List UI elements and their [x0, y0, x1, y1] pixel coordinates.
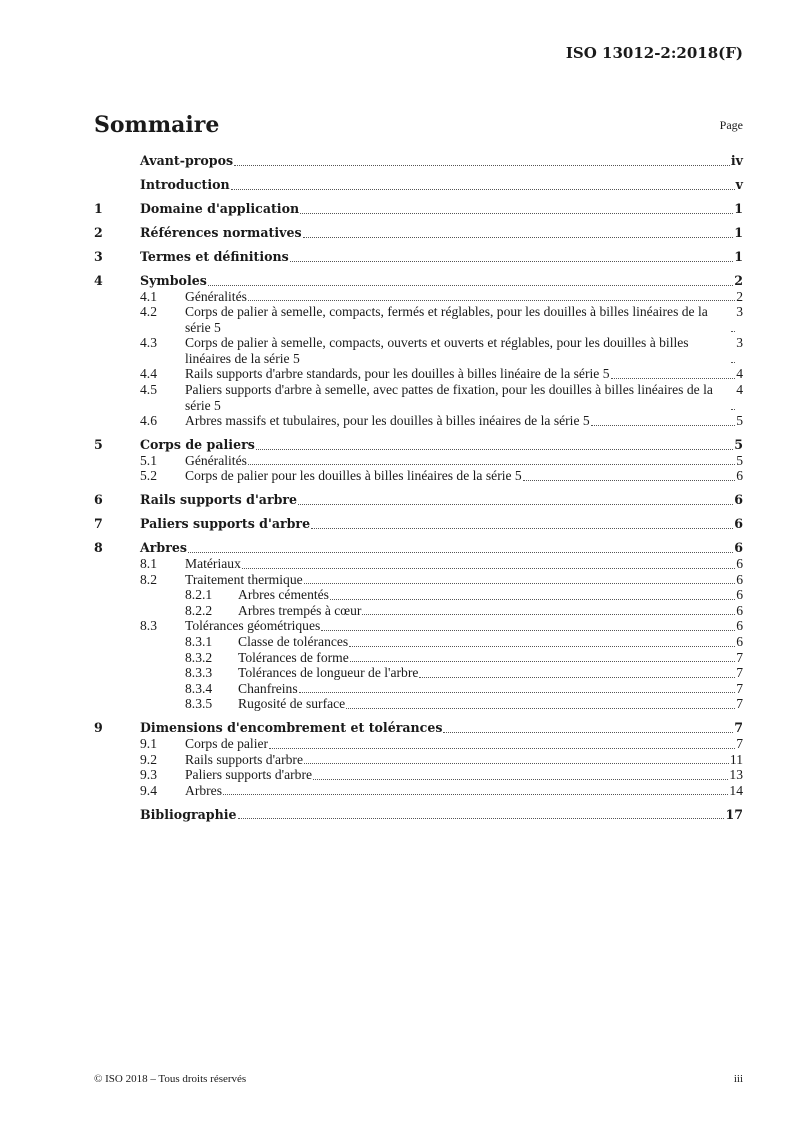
toc-entry-title: Dimensions d'encombrement et tolérances — [140, 720, 443, 736]
toc-entry-number: 4.4 — [140, 366, 157, 382]
toc-entry[interactable] — [94, 618, 743, 634]
toc-entry-page: 11 — [729, 751, 743, 767]
dot-leader — [346, 708, 735, 709]
toc-entry-number: 8.2 — [140, 571, 157, 587]
toc-entry-number: 5 — [94, 437, 103, 453]
toc-entry-number: 6 — [94, 492, 103, 508]
toc-entry-number: 8.3 — [140, 618, 157, 634]
toc-entry-title: Références normatives — [140, 224, 302, 240]
toc-entry-page: 5 — [734, 437, 743, 453]
toc-entry-page: 6 — [736, 602, 743, 618]
toc-entry-number: 8.3.1 — [185, 633, 213, 649]
toc-entry[interactable] — [94, 335, 743, 366]
toc-entry[interactable] — [94, 413, 743, 429]
dot-leader — [300, 213, 733, 214]
toc-entry[interactable] — [94, 767, 743, 783]
toc-entry-page: 3 — [736, 335, 743, 351]
toc-entry[interactable] — [94, 736, 743, 752]
toc-entry-page: 6 — [736, 618, 743, 634]
toc-entry-page: 6 — [736, 633, 743, 649]
toc-entry-page: 5 — [736, 413, 743, 429]
dot-leader — [523, 480, 735, 481]
toc-entry-title: Rugosité de surface — [238, 696, 346, 712]
toc-entry-title: Corps de palier à semelle, compacts, fermés et réglables, pour les douilles à billes linéaires de la série 5 — [185, 304, 708, 335]
dot-leader — [362, 614, 735, 615]
toc-entry-page: 6 — [734, 540, 743, 556]
toc-entry-title: Rails supports d'arbre — [185, 751, 303, 767]
toc-entry[interactable] — [94, 650, 743, 666]
page-number: iii — [733, 1073, 743, 1085]
toc-entry-page: 1 — [734, 200, 743, 216]
toc-entry-number: 8.1 — [140, 555, 157, 571]
toc-entry-number: 9.2 — [140, 751, 157, 767]
dot-leader — [242, 568, 735, 569]
dot-leader — [321, 630, 735, 631]
toc-entry-page: 4 — [736, 366, 743, 382]
page-column-label: Page — [719, 118, 743, 132]
toc-entry[interactable] — [94, 225, 743, 241]
toc-entry[interactable] — [94, 382, 743, 413]
toc-entry[interactable] — [94, 304, 743, 335]
toc-entry[interactable] — [94, 289, 743, 305]
toc-entry-page: iv — [730, 153, 743, 168]
toc-entry-number: 4.6 — [140, 413, 157, 429]
toc-entry[interactable] — [94, 492, 743, 508]
toc-entry[interactable] — [94, 681, 743, 697]
toc-entry-number: 9.1 — [140, 735, 157, 751]
toc-entry-page: 2 — [734, 272, 743, 288]
toc-entry-title: Arbres — [140, 540, 187, 556]
dot-leader — [311, 528, 733, 529]
dot-leader — [299, 692, 736, 693]
toc-entry[interactable] — [94, 540, 743, 556]
toc-entry-page: 1 — [734, 248, 743, 264]
toc-entry[interactable] — [94, 516, 743, 532]
toc-entry-number: 8 — [94, 540, 103, 556]
toc-entry-page: v — [735, 176, 743, 192]
toc-entry-title: Rails supports d'arbre — [140, 492, 298, 508]
toc-entry-number: 8.3.4 — [185, 680, 213, 696]
table-of-contents — [94, 153, 743, 822]
dot-leader — [419, 677, 735, 678]
toc-entry[interactable] — [94, 807, 743, 823]
toc-entry-page: 6 — [736, 587, 743, 603]
toc-entry[interactable] — [94, 665, 743, 681]
dot-leader — [350, 661, 735, 662]
toc-entry-title: Généralités — [185, 452, 247, 468]
dot-leader — [298, 504, 733, 505]
toc-entry[interactable] — [94, 603, 743, 619]
dot-leader — [304, 763, 729, 764]
toc-entry[interactable] — [94, 437, 743, 453]
dot-leader — [223, 794, 728, 795]
toc-entry-title: Rails supports d'arbre standards, pour les douilles à billes linéaire de la série 5 — [185, 366, 610, 382]
toc-entry-title: Classe de tolérances — [238, 633, 349, 649]
toc-entry[interactable] — [94, 696, 743, 712]
toc-entry-page: 17 — [725, 806, 743, 822]
toc-entry-page: 7 — [736, 696, 743, 712]
toc-entry-title: Corps de palier à semelle, compacts, ouverts et ouverts et réglables, pour les douilles à billes linéaires de la série 5 — [185, 335, 689, 366]
dot-leader — [208, 285, 733, 286]
toc-entry-title: Introduction — [140, 176, 230, 192]
toc-entry-title: Termes et définitions — [140, 248, 289, 264]
toc-entry[interactable] — [94, 249, 743, 265]
dot-leader — [731, 362, 735, 363]
toc-entry-page: 7 — [736, 680, 743, 696]
toc-entry-number: 1 — [94, 200, 103, 216]
toc-entry-title: Corps de palier pour les douilles à billes linéaires de la série 5 — [185, 468, 522, 484]
toc-entry-number: 8.3.5 — [185, 696, 213, 712]
document-id-header: ISO 13012-2:2018(F) — [565, 44, 743, 62]
dot-leader — [248, 300, 735, 301]
toc-entry[interactable] — [94, 273, 743, 289]
dot-leader — [256, 449, 733, 450]
dot-leader — [349, 646, 735, 647]
toc-entry-page: 6 — [734, 492, 743, 508]
toc-entry-page: 6 — [736, 468, 743, 484]
toc-entry-page: 2 — [736, 288, 743, 304]
toc-entry-number: 8.2.1 — [185, 587, 213, 603]
toc-entry-page: 13 — [729, 767, 743, 783]
dot-leader — [731, 409, 735, 410]
toc-entry-title: Tolérances de forme — [238, 649, 349, 665]
toc-entry[interactable] — [94, 468, 743, 484]
toc-entry-title: Arbres massifs et tubulaires, pour les douilles à billes inéaires de la série 5 — [185, 413, 590, 429]
toc-entry[interactable] — [94, 201, 743, 217]
toc-entry-title: Arbres trempés à cœur — [238, 602, 362, 618]
toc-entry-title: Corps de paliers — [140, 437, 255, 453]
toc-entry-title: Domaine d'application — [140, 200, 300, 216]
toc-entry-title: Paliers supports d'arbre à semelle, avec pattes de fixation, pour les douilles à billes linéaires de la série 5 — [185, 382, 713, 413]
dot-leader — [313, 779, 728, 780]
toc-entry[interactable] — [94, 752, 743, 768]
toc-entry-number: 4.5 — [140, 382, 157, 398]
toc-entry-number: 4.2 — [140, 304, 157, 320]
toc-entry[interactable] — [94, 783, 743, 799]
toc-entry-number: 9.3 — [140, 767, 157, 783]
toc-entry[interactable] — [94, 556, 743, 572]
toc-entry-title: Symboles — [140, 272, 207, 288]
toc-entry-title: Tolérances de longueur de l'arbre — [238, 665, 419, 681]
dot-leader — [290, 261, 733, 262]
toc-entry[interactable] — [94, 634, 743, 650]
dot-leader — [731, 331, 735, 332]
toc-entry-number: 3 — [94, 248, 103, 264]
dot-leader — [188, 552, 733, 553]
toc-entry[interactable] — [94, 366, 743, 382]
toc-entry-title: Matériaux — [185, 555, 241, 571]
dot-leader — [238, 818, 725, 819]
toc-entry-number: 5.2 — [140, 468, 157, 484]
toc-entry-number: 5.1 — [140, 452, 157, 468]
dot-leader — [443, 732, 733, 733]
toc-entry[interactable] — [94, 177, 743, 193]
dot-leader — [591, 425, 736, 426]
toc-entry-title: Avant-propos — [140, 153, 234, 168]
toc-entry-page: 5 — [736, 452, 743, 468]
dot-leader — [231, 189, 735, 190]
toc-entry-number: 8.3.3 — [185, 665, 213, 681]
toc-entry-number: 4 — [94, 272, 103, 288]
toc-entry-page: 6 — [734, 516, 743, 532]
toc-entry[interactable] — [94, 453, 743, 469]
toc-entry-title: Tolérances géométriques — [185, 618, 321, 634]
dot-leader — [304, 583, 736, 584]
toc-entry-page: 1 — [734, 224, 743, 240]
toc-entry-page: 7 — [734, 720, 743, 736]
toc-entry-title: Traitement thermique — [185, 571, 303, 587]
toc-entry-number: 7 — [94, 516, 103, 532]
toc-entry-page: 14 — [729, 782, 743, 798]
toc-entry-number: 8.2.2 — [185, 602, 213, 618]
page-footer — [94, 1073, 743, 1085]
toc-entry-title: Corps de palier — [185, 735, 269, 751]
toc-entry-page: 7 — [736, 649, 743, 665]
toc-entry-page: 6 — [736, 555, 743, 571]
toc-entry-title: Bibliographie — [140, 806, 237, 822]
toc-entry-number: 9.4 — [140, 782, 157, 798]
toc-entry[interactable] — [94, 587, 743, 603]
copyright-notice: © ISO 2018 – Tous droits réservés — [94, 1073, 247, 1085]
toc-entry-title: Paliers supports d'arbre — [140, 516, 311, 532]
page-title: Sommaire — [94, 112, 220, 138]
toc-entry-page: 7 — [736, 665, 743, 681]
dot-leader — [269, 748, 735, 749]
toc-entry-number: 4.1 — [140, 288, 157, 304]
toc-entry-title: Généralités — [185, 288, 247, 304]
toc-entry-number: 4.3 — [140, 335, 157, 351]
toc-entry-title: Arbres cémentés — [238, 587, 329, 603]
toc-entry-title: Arbres — [185, 782, 222, 798]
toc-entry[interactable] — [94, 153, 743, 169]
toc-entry-number: 8.3.2 — [185, 649, 213, 665]
toc-entry[interactable] — [94, 720, 743, 736]
dot-leader — [303, 237, 734, 238]
toc-entry-page: 7 — [736, 735, 743, 751]
toc-entry[interactable] — [94, 572, 743, 588]
dot-leader — [248, 464, 735, 465]
toc-entry-number: 9 — [94, 720, 103, 736]
dot-leader — [234, 165, 730, 166]
toc-entry-title: Chanfreins — [238, 680, 298, 696]
toc-entry-title: Paliers supports d'arbre — [185, 767, 313, 783]
dot-leader — [611, 378, 736, 379]
toc-entry-page: 6 — [736, 571, 743, 587]
toc-entry-page: 3 — [736, 304, 743, 320]
dot-leader — [330, 599, 735, 600]
toc-entry-number: 2 — [94, 224, 103, 240]
toc-entry-page: 4 — [736, 382, 743, 398]
